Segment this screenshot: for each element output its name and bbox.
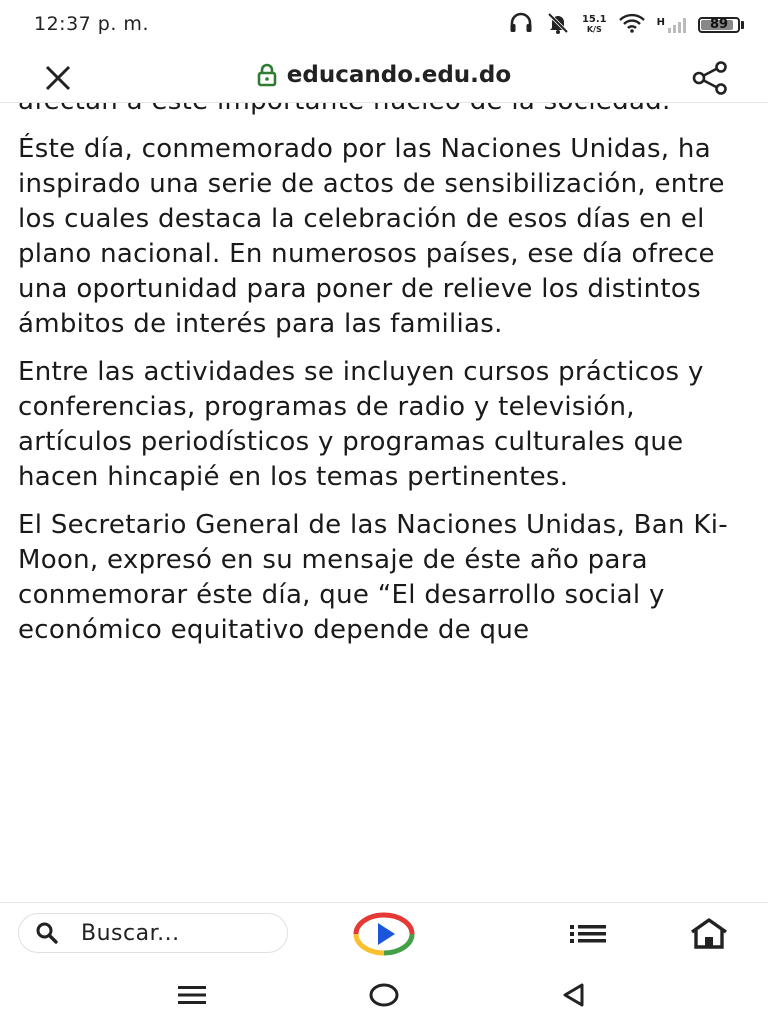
status-icons — [508, 10, 744, 40]
list-button[interactable] — [566, 919, 612, 949]
home-button[interactable] — [688, 917, 730, 951]
battery-level: 89 — [709, 17, 729, 32]
share-icon — [691, 61, 729, 95]
circle-home-icon — [368, 981, 400, 1009]
share-button[interactable] — [690, 58, 730, 98]
recent-apps-button[interactable] — [176, 982, 208, 1008]
status-time: 12:37 p. m. — [34, 13, 149, 35]
back-triangle-icon — [560, 980, 588, 1010]
headphones-icon — [508, 11, 534, 39]
article-paragraph: Entre las actividades se incluyen cursos prácticos y conferencias, programas de radio y televisión, artículos periodísticos y programas culturales que hacen hincapié en los temas pertinentes. — [18, 357, 704, 492]
battery-icon — [698, 17, 744, 33]
system-back-button[interactable] — [560, 980, 588, 1010]
mute-bell-icon — [546, 11, 570, 39]
signal-icon — [657, 17, 686, 33]
signal-type: H — [656, 17, 665, 28]
menu-icon — [176, 982, 208, 1008]
home-icon — [688, 917, 730, 951]
lock-icon — [257, 63, 277, 87]
system-nav-bar — [0, 964, 768, 1024]
search-icon — [35, 921, 59, 945]
url-bar[interactable] — [0, 62, 768, 91]
play-logo-icon — [352, 911, 416, 957]
search-input[interactable] — [18, 913, 288, 953]
net-speed-value: 15.1 — [581, 14, 607, 25]
browser-header — [0, 50, 768, 103]
wifi-icon — [619, 13, 645, 37]
system-home-button[interactable] — [368, 981, 400, 1009]
net-speed-unit: K/S — [586, 25, 602, 34]
assistant-button[interactable] — [352, 911, 416, 957]
url-text: educando.edu.do — [286, 62, 512, 88]
status-bar — [0, 0, 768, 50]
search-placeholder: Buscar... — [81, 920, 180, 946]
article-paragraph: Éste día, conmemorado por las Naciones Unidas, ha inspirado una serie de actos de sensibilización, entre los cuales destaca la celebración de esos días en el plano nacional. En numerosos países, ese día ofrece una oportunidad para poner de relieve los distintos ámbitos de interés para las familias. — [18, 134, 725, 339]
net-speed — [582, 15, 607, 35]
bottom-toolbar — [0, 902, 768, 965]
article-content — [18, 84, 753, 904]
article-paragraph: El Secretario General de las Naciones Unidas, Ban Ki-Moon, expresó en su mensaje de éste año para conmemorar éste día, que “El desarrollo social y económico equitativo depende de que — [18, 510, 728, 645]
list-icon — [566, 919, 612, 949]
